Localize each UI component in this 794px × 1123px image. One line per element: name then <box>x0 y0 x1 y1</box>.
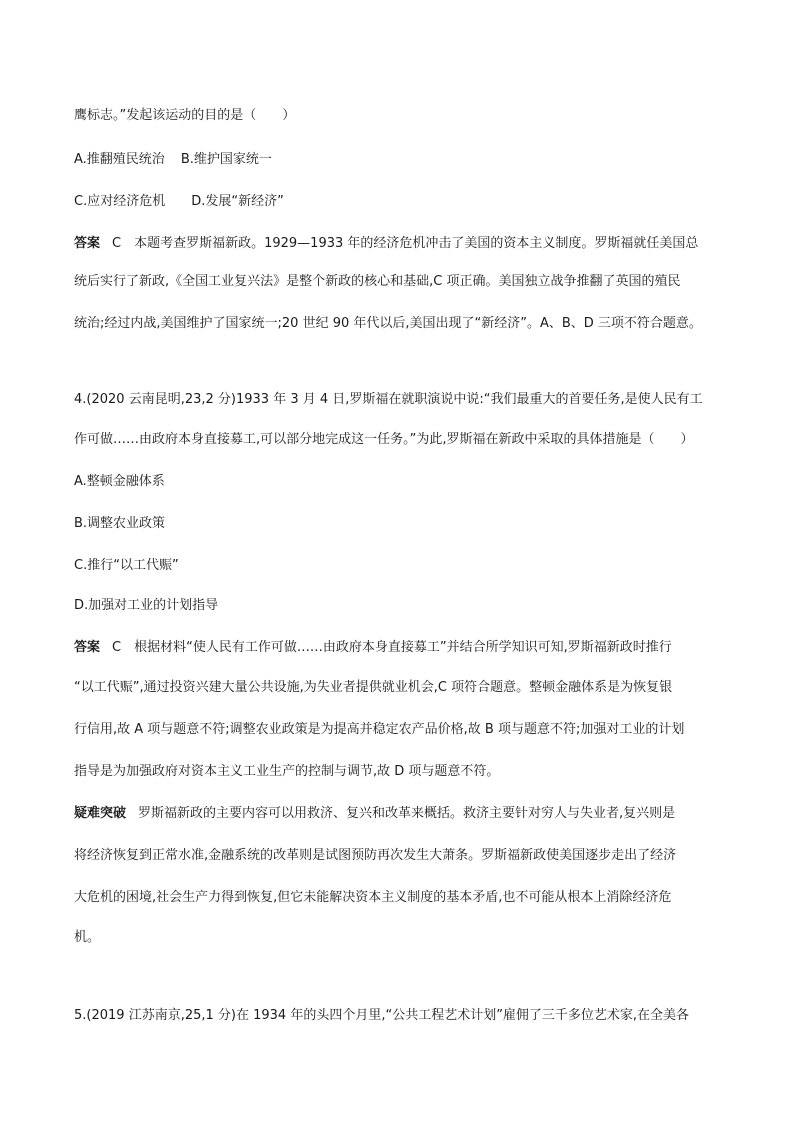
q4-option-b: B.调整农业政策 <box>74 516 166 531</box>
q3-options-row-1 <box>74 152 734 168</box>
q4-answer-line-4: 指导是为加强政府对资本主义工业生产的控制与调节,故 D 项与题意不符。 <box>74 764 500 779</box>
q3-answer-text-1: C 本题考查罗斯福新政。1929—1933 年的经济危机冲击了美国的资本主义制度。罗斯福就任美国总 <box>112 236 699 251</box>
q3-option-a: A.推翻殖民统治 <box>74 152 165 167</box>
q3-option-b: B.维护国家统一 <box>180 152 272 167</box>
q5-stem-line-1: 5.(2019 江苏南京,25,1 分)在 1934 年的头四个月里,“公共工程艺术计划”雇佣了三千多位艺术家,在全美各 <box>74 1008 690 1023</box>
q4-answer-line-1 <box>74 640 734 656</box>
q4-answer-line-3: 行信用,故 A 项与题意不符;调整农业政策是为提高并稳定农产品价格,故 B 项与题意不符;加强对工业的计划 <box>74 722 685 737</box>
q3-option-d: D.发展“新经济” <box>191 194 284 209</box>
q4-stem-line-2: 作可做……由政府本身直接募工,可以部分地完成这一任务。”为此,罗斯福在新政中采取的具体措施是（ ） <box>74 432 694 447</box>
q4-option-d: D.加强对工业的计划指导 <box>74 598 219 613</box>
q3-option-c: C.应对经济危机 <box>74 194 166 209</box>
q4-answer-line-2: “以工代赈”,通过投资兴建大量公共设施,为失业者提供就业机会,C 项符合题意。整顿金融体系是为恢复银 <box>74 680 673 695</box>
q4-tip-line-4: 机。 <box>74 930 101 945</box>
q3-options-row-2 <box>74 194 734 210</box>
q3-answer-line-1 <box>74 236 734 252</box>
q4-tip-text-1: 罗斯福新政的主要内容可以用救济、复兴和改革来概括。救济主要针对穷人与失业者,复兴则是 <box>138 806 676 821</box>
q3-answer-line-2: 统后实行了新政,《全国工业复兴法》是整个新政的核心和基础,C 项正确。美国独立战争推翻了英国的殖民 <box>74 274 681 289</box>
q4-tip-label: 疑难突破 <box>74 806 127 821</box>
q4-tip-line-1 <box>74 806 734 822</box>
q4-option-a: A.整顿金融体系 <box>74 474 165 489</box>
q4-tip-line-2: 将经济恢复到正常水准,金融系统的改革则是试图预防再次发生大萧条。罗斯福新政使美国逐步走出了经济 <box>74 848 677 863</box>
q3-answer-line-3: 统治;经过内战,美国维护了国家统一;20 世纪 90 年代以后,美国出现了“新经济”。A、B、D 三项不符合题意。 <box>74 316 702 331</box>
q4-tip-line-3: 大危机的困境,社会生产力得到恢复,但它未能解决资本主义制度的基本矛盾,也不可能从根本上消除经济危 <box>74 890 672 905</box>
q3-stem-tail: 鹰标志。”发起该运动的目的是（ ） <box>74 108 296 123</box>
q3-answer-label: 答案 <box>74 236 101 251</box>
q4-answer-text-1: C 根据材料“使人民有工作可做……由政府本身直接募工”并结合所学知识可知,罗斯福新政时推行 <box>112 640 672 655</box>
q4-answer-label: 答案 <box>74 640 101 655</box>
q4-option-c: C.推行“以工代赈” <box>74 558 179 573</box>
q4-stem-line-1: 4.(2020 云南昆明,23,2 分)1933 年 3 月 4 日,罗斯福在就职演说中说:“我们最重大的首要任务,是使人民有工 <box>74 392 703 407</box>
